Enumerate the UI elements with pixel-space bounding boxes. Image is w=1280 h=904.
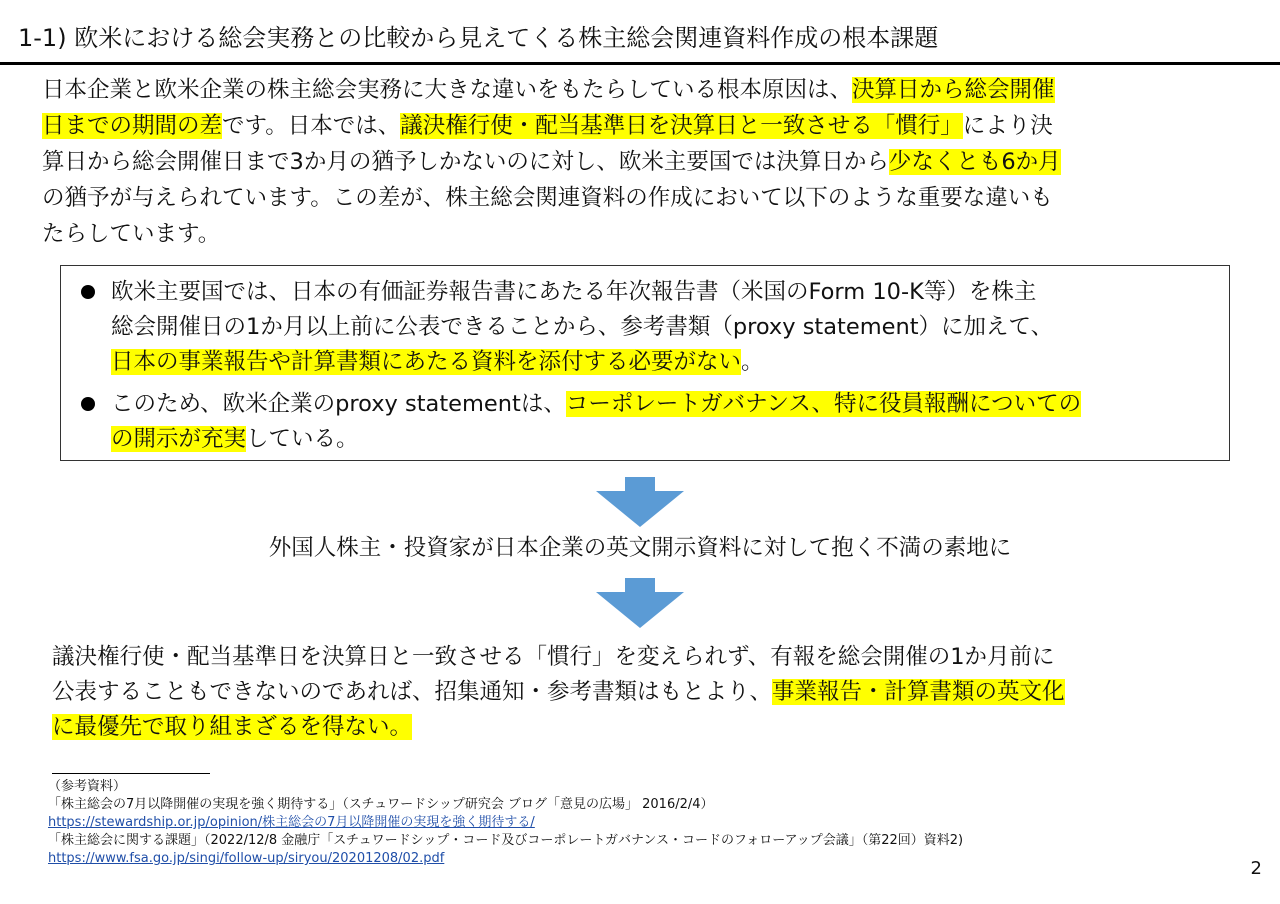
highlighted-text: 少なくとも6か月: [888, 149, 1061, 175]
final-conclusion: [52, 640, 1242, 745]
intro-text: 算日から総会開催日まで3か月の猶予しかないのに対し、欧米主要国では決算日から: [42, 149, 889, 175]
intro-text: たらしています。: [42, 221, 221, 247]
down-arrow-icon: [596, 592, 684, 628]
intermediate-conclusion: 外国人株主・投資家が日本企業の英文開示資料に対して抱く不満の素地に: [268, 535, 1012, 561]
intro-text: 日本企業と欧米企業の株主総会実務に大きな違いをもたらしている根本原因は、: [42, 77, 853, 103]
highlighted-text: コーポレートガバナンス、特に役員報酬についての: [565, 391, 1082, 417]
reference-link[interactable]: https://www.fsa.go.jp/singi/follow-up/siryou/20201208/02.pdf: [48, 851, 445, 866]
intro-text: です。日本では、: [222, 113, 401, 139]
page-title: 1-1) 欧米における総会実務との比較から見えてくる株主総会関連資料作成の根本課題: [18, 24, 939, 52]
reference-link[interactable]: https://stewardship.or.jp/opinion/株主総会の7月以降開催の実現を強く期待する/: [48, 815, 535, 830]
page-number: 2: [1250, 858, 1262, 879]
intro-paragraph: [42, 72, 1242, 252]
reference-item: 「株主総会に関する課題」（2022/12/8 金融庁「スチュワードシップ・コード及びコーポレートガバナンス・コードのフォローアップ会議」（第22回）資料2): [48, 833, 964, 848]
bullet-dot-icon: [81, 285, 95, 299]
footnote-divider: [52, 773, 210, 774]
title-divider: [0, 62, 1280, 65]
bullet-text: 総会開催日の1か月以上前に公表できることから、参考書類（proxy statement）に加えて、: [111, 314, 1054, 340]
references-heading: （参考資料）: [48, 779, 127, 794]
comparison-box: [60, 265, 1230, 461]
reference-item: 「株主総会の7月以降開催の実現を強く期待する」（スチュワードシップ研究会 ブログ「意見の広場」 2016/2/4）: [48, 797, 714, 812]
highlighted-text: 決算日から総会開催: [852, 77, 1055, 103]
highlighted-text: の開示が充実: [111, 426, 247, 452]
intro-text: の猶予が与えられています。この差が、株主総会関連資料の作成において以下のような重要な違いも: [42, 185, 1053, 211]
intro-text: により決: [962, 113, 1053, 139]
conclusion-text: 公表することもできないのであれば、招集通知・参考書類はもとより、: [52, 679, 773, 705]
highlighted-text: 日本の事業報告や計算書類にあたる資料を添付する必要がない: [111, 349, 742, 375]
bullet-text: 欧米主要国では、日本の有価証券報告書にあたる年次報告書（米国のForm 10-K等）を株主: [111, 279, 1037, 305]
bullet-dot-icon: [81, 397, 95, 411]
highlighted-text: 議決権行使・配当基準日を決算日と一致させる「慣行」: [400, 113, 963, 139]
highlighted-text: 事業報告・計算書類の英文化: [772, 679, 1065, 705]
bullet-text: している。: [246, 426, 359, 452]
conclusion-text: 議決権行使・配当基準日を決算日と一致させる「慣行」を変えられず、有報を総会開催の1か月前に: [52, 644, 1055, 670]
down-arrow-icon: [596, 491, 684, 527]
highlighted-text: 日までの期間の差: [42, 113, 223, 139]
bullet-text: 。: [741, 349, 764, 375]
references: [48, 778, 1198, 868]
highlighted-text: に最優先で取り組まざるを得ない。: [52, 714, 413, 740]
bullet-text: このため、欧米企業のproxy statementは、: [111, 391, 566, 417]
